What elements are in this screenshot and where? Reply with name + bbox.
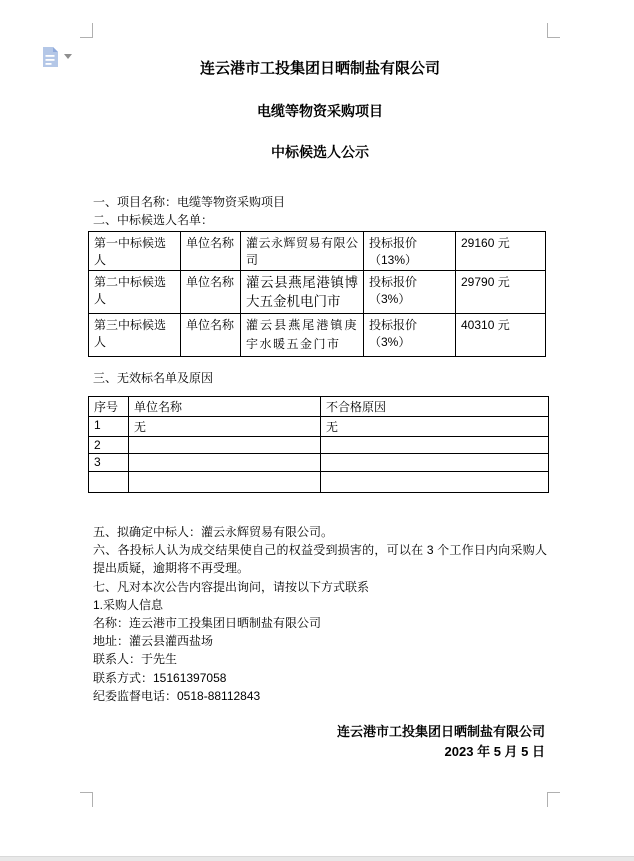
- closing-paragraphs: [93, 523, 547, 705]
- company-cell: 无: [129, 417, 321, 437]
- doc-title-company: 连云港市工投集团日晒制盐有限公司: [199, 60, 440, 77]
- text-boundary-mark-bottom-right: [547, 792, 560, 807]
- section-inquiry: 七、凡对本次公告内容提出询问，请按以下方式联系: [93, 579, 370, 594]
- company-cell: [129, 437, 321, 454]
- field-label: 单位名称: [181, 314, 241, 357]
- dropdown-arrow-icon: [64, 54, 72, 59]
- candidates-table: [88, 231, 546, 357]
- table-row: [89, 437, 549, 454]
- column-header: 序号: [89, 397, 129, 417]
- contact-phone: 联系方式：15161397058: [93, 670, 227, 685]
- field-label: 单位名称: [181, 271, 241, 314]
- candidate-rank: 第二中标候选人: [89, 271, 181, 314]
- company-cell: [129, 454, 321, 472]
- doc-title-announcement: 中标候选人公示: [271, 144, 369, 160]
- contact-address: 地址：灌云县灌西盐场: [93, 634, 214, 649]
- table-row: [89, 417, 549, 437]
- candidate-company: 灌云县燕尾港镇博大五金机电门市: [241, 271, 364, 314]
- invalid-bids-table: [88, 396, 549, 493]
- purchaser-info-heading: 1.采购人信息: [93, 597, 164, 612]
- price-value: 29790 元: [456, 271, 546, 314]
- contact-person: 联系人：于先生: [93, 652, 178, 667]
- discipline-phone: 纪委监督电话：0518-88112843: [93, 688, 261, 703]
- document-body: [93, 0, 547, 762]
- reason-cell: 无: [321, 417, 549, 437]
- price-label: 投标报价（13%）: [364, 232, 456, 271]
- candidate-company: 灌云永辉贸易有限公司: [241, 232, 364, 271]
- table-row: [89, 232, 546, 271]
- serial-cell: 1: [89, 417, 129, 437]
- company-cell: [129, 472, 321, 493]
- price-label: 投标报价（3%）: [364, 314, 456, 357]
- table-header-row: [89, 397, 549, 417]
- section-objection: 六、各投标人认为成交结果使自己的权益受到损害的，可以在 3 个工作日内向采购人提出质疑，逾期将不再受理。: [93, 543, 547, 576]
- paste-options-button[interactable]: [42, 45, 76, 69]
- serial-cell: [89, 472, 129, 493]
- price-value: 29160 元: [456, 232, 546, 271]
- reason-cell: [321, 472, 549, 493]
- candidate-company: 灌云县燕尾港镇庚宇水暖五金门市: [241, 314, 364, 357]
- text-boundary-mark-top-left: [80, 23, 93, 38]
- serial-cell: 2: [89, 437, 129, 454]
- section-invalid-heading: 三、无效标名单及原因: [93, 371, 214, 385]
- table-row: [89, 472, 549, 493]
- candidate-rank: 第一中标候选人: [89, 232, 181, 271]
- price-label: 投标报价（3%）: [364, 271, 456, 314]
- table-row: [89, 271, 546, 314]
- reason-cell: [321, 454, 549, 472]
- section-candidates-heading: 二、中标候选人名单：: [93, 213, 214, 227]
- table-row: [89, 314, 546, 357]
- reason-cell: [321, 437, 549, 454]
- price-value: 40310 元: [456, 314, 546, 357]
- contact-name: 名称：连云港市工投集团日晒制盐有限公司: [93, 616, 322, 631]
- signature-date: 2023 年 5 月 5 日: [444, 744, 545, 760]
- section-winner: 五、拟确定中标人：灌云永辉贸易有限公司。: [93, 525, 334, 539]
- serial-cell: 3: [89, 454, 129, 472]
- signature-block: [93, 722, 547, 762]
- section-project-name: 一、项目名称：电缆等物资采购项目: [93, 195, 286, 209]
- column-header: 单位名称: [129, 397, 321, 417]
- page-bottom-edge: [0, 856, 634, 861]
- field-label: 单位名称: [181, 232, 241, 271]
- text-boundary-mark-top-right: [547, 23, 560, 38]
- text-boundary-mark-bottom-left: [80, 792, 93, 807]
- table-row: [89, 454, 549, 472]
- column-header: 不合格原因: [321, 397, 549, 417]
- candidate-rank: 第三中标候选人: [89, 314, 181, 357]
- signature-company: 连云港市工投集团日晒制盐有限公司: [336, 724, 545, 740]
- doc-title-project: 电缆等物资采购项目: [257, 103, 383, 119]
